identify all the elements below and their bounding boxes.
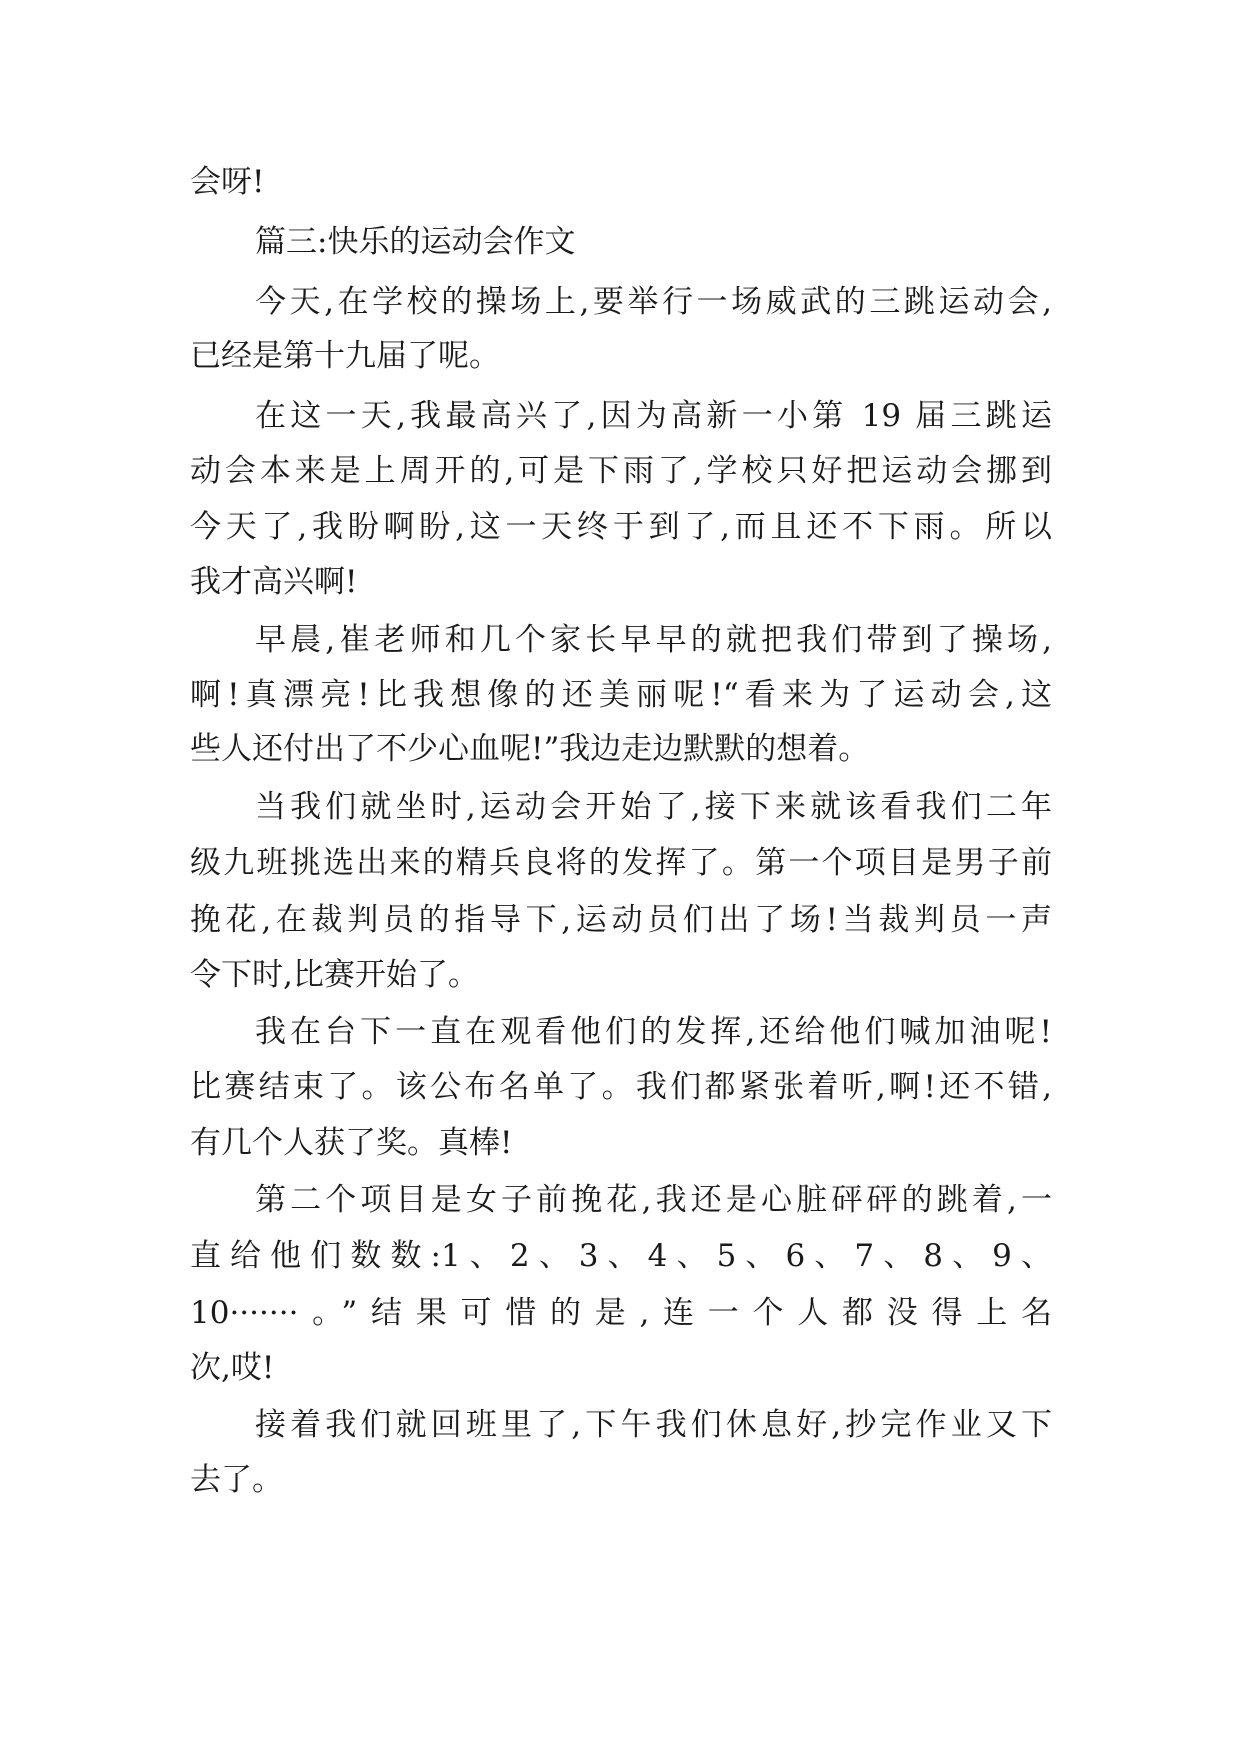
- text-line: 啊!真漂亮!比我想像的还美丽呢!“看来为了运动会,这: [190, 677, 1052, 713]
- text-line: 些人还付出了不少心血呢!”我边走边默默的想着。: [190, 731, 870, 767]
- text-line: 去了。: [190, 1462, 283, 1498]
- text-line: 已经是第十九届了呢。: [190, 338, 500, 374]
- text-line: 直给他们数数:1、2、3、4、5、6、7、8、9、: [190, 1238, 1052, 1274]
- text-line: 今天了,我盼啊盼,这一天终于到了,而且还不下雨。所以: [190, 509, 1052, 545]
- text-line: 今天,在学校的操场上,要举行一场威武的三跳运动会,: [255, 284, 1052, 320]
- section-heading: 篇三:快乐的运动会作文: [255, 224, 576, 260]
- text-line: 有几个人获了奖。真棒!: [190, 1125, 513, 1161]
- text-line: 令下时,比赛开始了。: [190, 957, 479, 993]
- text-line: 比赛结束了。该公布名单了。我们都紧张着听,啊!还不错,: [190, 1069, 1052, 1105]
- text-line: 我才高兴啊!: [190, 564, 358, 600]
- text-line: 动会本来是上周开的,可是下雨了,学校只好把运动会挪到: [190, 453, 1052, 489]
- text-line: 接着我们就回班里了,下午我们休息好,抄完作业又下: [255, 1407, 1052, 1443]
- text-line: 挽花,在裁判员的指导下,运动员们出了场!当裁判员一声: [190, 902, 1052, 938]
- text-line: 次,哎!: [190, 1350, 275, 1386]
- text-line: 在这一天,我最高兴了,因为高新一小第 19 届三跳运: [255, 398, 1052, 434]
- text-line: 10·······。”结果可惜的是,连一个人都没得上名: [190, 1295, 1052, 1331]
- text-line: 级九班挑选出来的精兵良将的发挥了。第一个项目是男子前: [190, 845, 1052, 881]
- text-line: 我在台下一直在观看他们的发挥,还给他们喊加油呢!: [255, 1014, 1052, 1050]
- text-line: 当我们就坐时,运动会开始了,接下来就该看我们二年: [255, 789, 1052, 825]
- text-line: 会呀!: [190, 164, 265, 200]
- text-line: 早晨,崔老师和几个家长早早的就把我们带到了操场,: [255, 622, 1052, 658]
- text-line: 第二个项目是女子前挽花,我还是心脏砰砰的跳着,一: [255, 1182, 1052, 1218]
